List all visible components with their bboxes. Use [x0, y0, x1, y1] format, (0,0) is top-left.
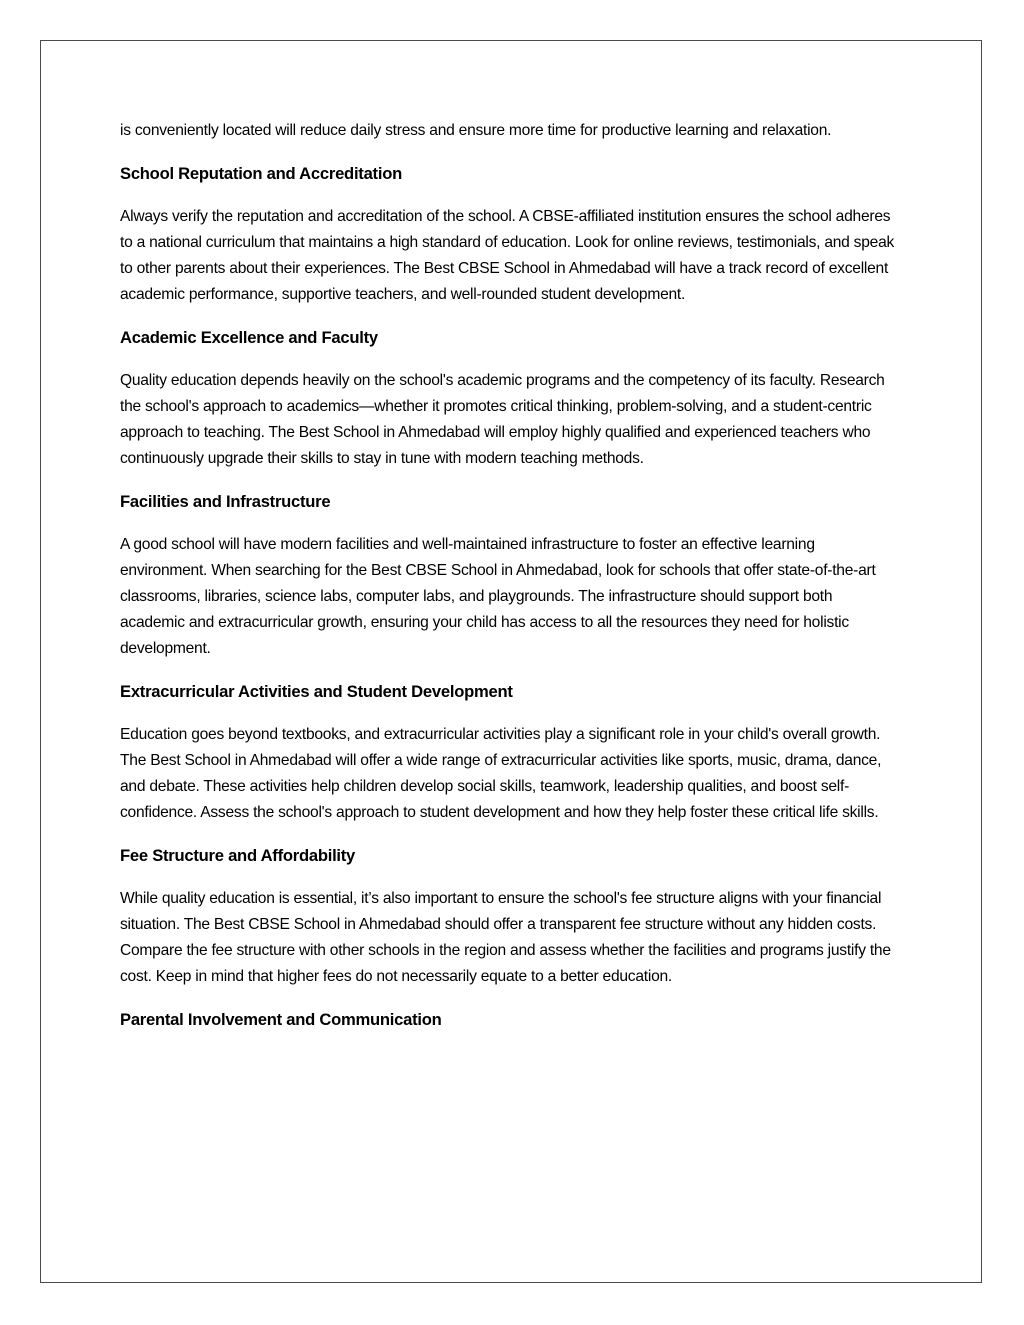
paragraph-facilities: A good school will have modern facilities and well-maintained infrastructure to foster an effective learning environment. When searching for the Best CBSE School in Ahmedabad, look for schools that offer state-of-the-art classrooms, libraries, science labs, computer labs, and playgrounds. The infrastructure should support both academic and extracurricular growth, ensuring your child has access to all the resources they need for holistic development. [120, 536, 876, 657]
heading-facilities: Facilities and Infrastructure [120, 492, 331, 511]
heading-academic-excellence: Academic Excellence and Faculty [120, 328, 378, 347]
heading-extracurricular: Extracurricular Activities and Student Development [120, 682, 513, 701]
document-body [120, 118, 900, 1050]
paragraph-school-reputation: Always verify the reputation and accreditation of the school. A CBSE-affiliated institution ensures the school adheres to a national curriculum that maintains a high standard of education. Look for online reviews, testimonials, and speak to other parents about their experiences. The Best CBSE School in Ahmedabad will have a track record of excellent academic performance, supportive teachers, and well-rounded student development. [120, 208, 895, 303]
paragraph-fee-structure: While quality education is essential, it’s also important to ensure the school's fee structure aligns with your financial situation. The Best CBSE School in Ahmedabad should offer a transparent fee structure without any hidden costs. Compare the fee structure with other schools in the region and assess whether the facilities and programs justify the cost. Keep in mind that higher fees do not necessarily equate to a better education. [120, 890, 891, 985]
paragraph-extracurricular: Education goes beyond textbooks, and extracurricular activities play a significant role in your child's overall growth. The Best School in Ahmedabad will offer a wide range of extracurricular activities like sports, music, drama, dance, and debate. These activities help children develop social skills, teamwork, leadership qualities, and boost self-confidence. Assess the school's approach to student development and how they help foster these critical life skills. [120, 726, 882, 821]
heading-fee-structure: Fee Structure and Affordability [120, 846, 356, 865]
paragraph-academic-excellence: Quality education depends heavily on the school's academic programs and the competency of its faculty. Research the school's approach to academics—whether it promotes critical thinking, problem-solving, and a student-centric approach to teaching. The Best School in Ahmedabad will employ highly qualified and experienced teachers who continuously upgrade their skills to stay in tune with modern teaching methods. [120, 372, 885, 467]
heading-parental-involvement: Parental Involvement and Communication [120, 1010, 442, 1029]
heading-school-reputation: School Reputation and Accreditation [120, 164, 402, 183]
intro-paragraph: is conveniently located will reduce daily stress and ensure more time for productive learning and relaxation. [120, 122, 832, 139]
